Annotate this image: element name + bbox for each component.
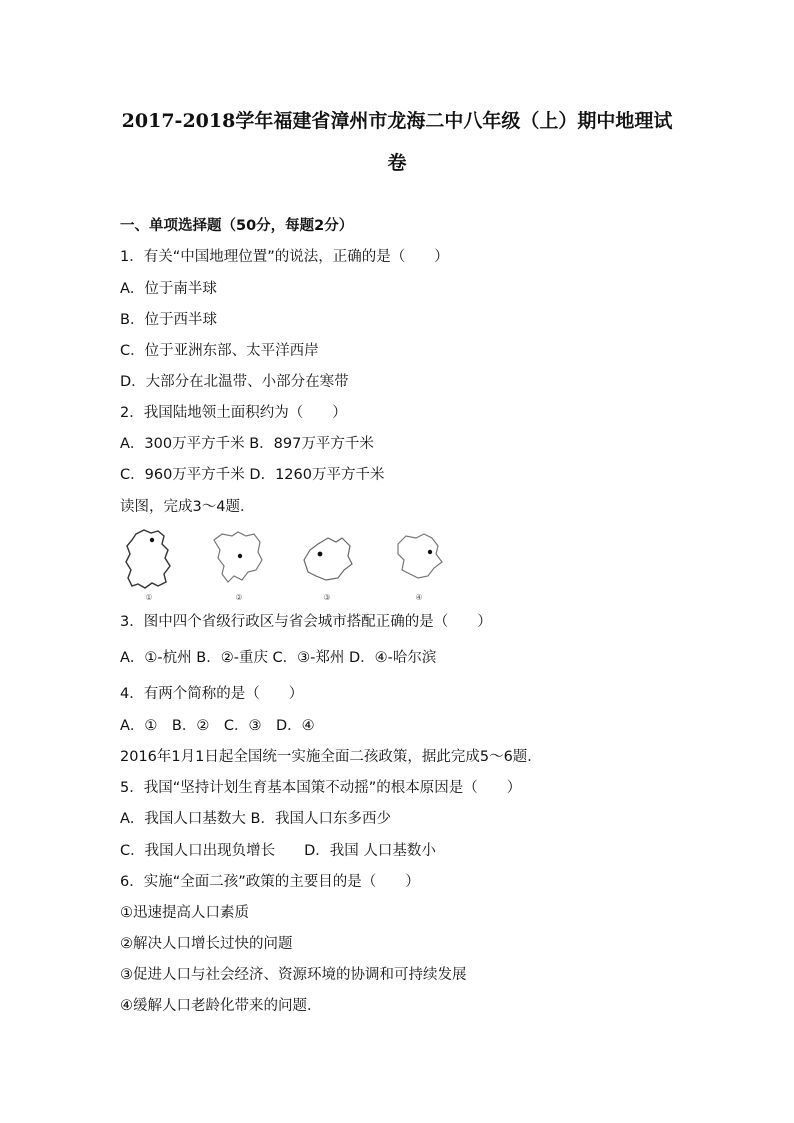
map-label-1: ① (145, 593, 153, 602)
question-6-stem: 6．实施“全面二孩”政策的主要目的是（ ） (120, 874, 420, 890)
question-2-stem: 2．我国陆地领土面积约为（ ） (120, 405, 347, 421)
province-outline-3-icon (296, 526, 358, 592)
question-6-statement-4: ④缓解人口老龄化带来的问题． (120, 998, 322, 1014)
province-outline-4-icon (388, 526, 450, 592)
map-label-3: ③ (323, 593, 331, 602)
province-map-4 (388, 526, 450, 602)
province-map-2 (208, 526, 270, 602)
section-heading: 一、单项选择题（50分，每题2分） (120, 218, 354, 234)
province-maps-figure (118, 526, 458, 602)
question-2-options-cd: C．960万平方千米 D．1260万平方千米 (120, 467, 385, 483)
question-4-stem: 4．有两个简称的是（ ） (120, 686, 304, 702)
question-6-statement-3: ③促进人口与社会经济、资源环境的协调和可持续发展 (120, 967, 467, 983)
question-3-stem: 3．图中四个省级行政区与省会城市搭配正确的是（ ） (120, 614, 492, 630)
question-1-option-c: C．位于亚洲东部、太平洋西岸 (120, 343, 319, 359)
question-1-option-b: B．位于西半球 (120, 312, 217, 328)
map-intro: 读图，完成3～4题． (120, 499, 255, 515)
question-4-options: A．① B．② C．③ D．④ (120, 718, 315, 734)
province-outline-2-icon (208, 526, 270, 592)
question-2-options-ab: A．300万平方千米 B．897万平方千米 (120, 436, 374, 452)
map-label-2: ② (235, 593, 243, 602)
document-title-line-2: 卷 (387, 152, 407, 174)
question-1-option-a: A．位于南半球 (120, 281, 217, 297)
question-3-options: A．①-杭州 B．②-重庆 C．③-郑州 D．④-哈尔滨 (120, 650, 437, 666)
map-label-4: ④ (415, 593, 423, 602)
question-1-option-d: D．大部分在北温带、小部分在寒带 (120, 374, 349, 390)
question-6-statement-1: ①迅速提高人口素质 (120, 905, 249, 921)
province-map-3 (296, 526, 358, 602)
question-5-options-ab: A．我国人口基数大 B．我国人口东多西少 (120, 811, 391, 827)
question-5-stem: 5．我国“坚持计划生育基本国策不动摇”的根本原因是（ ） (120, 780, 522, 796)
province-outline-1-icon (118, 526, 180, 592)
question-5-options-cd: C．我国人口出现负增长 D．我国 人口基数小 (120, 843, 436, 859)
province-map-1 (118, 526, 180, 602)
document-title-line-1: 2017-2018学年福建省漳州市龙海二中八年级（上）期中地理试 (121, 110, 673, 132)
question-1-stem: 1．有关“中国地理位置”的说法，正确的是（ ） (120, 249, 449, 265)
policy-intro: 2016年1月1日起全国统一实施全面二孩政策，据此完成5～6题． (120, 749, 542, 765)
question-6-statement-2: ②解决人口增长过快的问题 (120, 936, 293, 952)
